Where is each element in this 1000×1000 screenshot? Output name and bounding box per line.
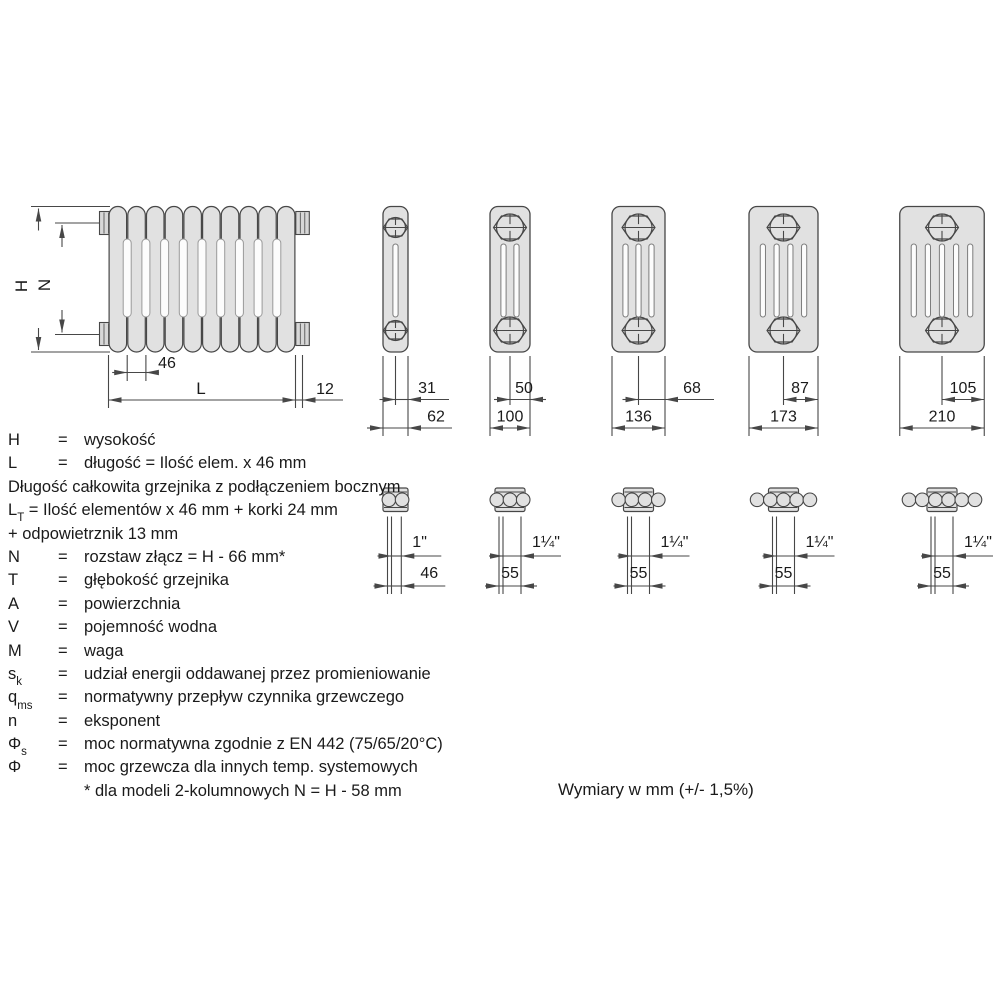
legend-equals: =: [58, 688, 68, 707]
fitting-tube-circle: [638, 493, 652, 507]
dim-arrow: [626, 397, 639, 403]
legend-text: $L_T$ = Ilość elementów x 46 mm + korki 24 mm: [8, 501, 338, 525]
element-slot: [123, 239, 131, 317]
connection-size-label: 1": [412, 534, 427, 551]
element-slot: [142, 239, 150, 317]
legend-description: waga: [84, 641, 124, 660]
dim-arrow: [615, 583, 628, 589]
dim-arrow: [805, 425, 818, 431]
dim-label: L: [196, 379, 206, 398]
legend-row-10: [8, 663, 478, 689]
dim-arrow: [530, 397, 543, 403]
dim-arrow: [497, 397, 510, 403]
dim-arrow: [652, 425, 665, 431]
dim-arrow: [109, 397, 122, 403]
dim-label: H: [12, 279, 31, 293]
dim-label: 55: [774, 565, 793, 582]
legend-symbol: N: [8, 547, 20, 566]
side-view-slot: [925, 244, 930, 317]
legend-equals: =: [58, 711, 68, 730]
legend-equals: =: [58, 618, 68, 637]
legend-symbol: H: [8, 431, 20, 449]
legend-description: eksponent: [84, 711, 161, 730]
fitting-tube-circle: [503, 493, 517, 507]
fitting-tube-circle: [516, 493, 530, 507]
side-view-slot: [760, 244, 765, 317]
legend-row-15: [8, 780, 478, 803]
dim-label: 50: [515, 380, 533, 397]
dim-label: 55: [629, 565, 648, 582]
legend-row-13: [8, 733, 478, 759]
legend-row-1: [8, 452, 478, 475]
fitting-tube-circle: [902, 493, 916, 507]
dim-label: 210: [928, 408, 956, 426]
legend: [8, 429, 478, 803]
fitting-tube-circle: [750, 493, 764, 507]
dim-label: 136: [625, 408, 652, 426]
legend-row-9: [8, 640, 478, 663]
legend-row-14: [8, 756, 478, 779]
dim-arrow: [764, 553, 777, 559]
dim-label: N: [35, 278, 54, 292]
dim-arrow: [749, 425, 762, 431]
legend-equals: =: [58, 547, 68, 566]
element-slot: [198, 239, 206, 317]
dim-label: 87: [791, 380, 809, 397]
dim-label: 100: [496, 408, 524, 426]
dim-arrow: [619, 553, 632, 559]
connection-size-label: 1¼": [805, 534, 834, 551]
side-view-slot: [636, 244, 641, 317]
dim-label: 173: [770, 408, 797, 426]
legend-description: rozstaw złącz = H - 66 mm*: [84, 547, 286, 566]
legend-symbol: V: [8, 618, 20, 637]
side-view-slot: [514, 244, 519, 317]
legend-symbol: L: [8, 454, 18, 473]
dim-arrow: [383, 397, 396, 403]
legend-row-7: [8, 593, 478, 616]
legend-description: pojemność wodna: [84, 618, 217, 637]
side-view-slot: [802, 244, 807, 317]
dim-label: 46: [420, 565, 439, 582]
legend-equals: =: [58, 758, 68, 777]
dim-arrow: [486, 583, 499, 589]
legend-row-2: [8, 476, 478, 499]
radiator-cap: [296, 212, 310, 235]
connection-size-label: 1¼": [660, 534, 689, 551]
legend-text: Długość całkowita grzejnika z podłączeniem bocznym: [8, 477, 401, 496]
element-slot: [217, 239, 225, 317]
dim-label: 68: [683, 380, 701, 397]
dim-arrow: [922, 553, 935, 559]
legend-equals: =: [58, 454, 68, 473]
legend-equals: =: [58, 571, 68, 590]
fitting-tube-circle: [612, 493, 626, 507]
dim-arrow: [760, 583, 773, 589]
legend-row-0: [8, 429, 478, 452]
side-view-slot: [911, 244, 916, 317]
dim-label: 12: [316, 381, 334, 398]
fitting-tube-circle: [942, 493, 956, 507]
fitting-tube-circle: [915, 493, 929, 507]
side-view-slot: [774, 244, 779, 317]
legend-symbol: M: [8, 641, 22, 660]
side-view-slot: [968, 244, 973, 317]
legend-row-6: [8, 569, 478, 592]
side-view-slot: [788, 244, 793, 317]
side-view-slot: [501, 244, 506, 317]
legend-equals: =: [58, 735, 68, 754]
element-slot: [179, 239, 187, 317]
dim-arrow: [114, 370, 127, 376]
legend-row-5: [8, 546, 478, 569]
legend-description: wysokość: [84, 431, 156, 449]
legend-symbol: n: [8, 711, 18, 730]
legend-symbol: A: [8, 594, 20, 613]
legend-description: głębokość grzejnika: [84, 571, 229, 590]
legend-equals: =: [58, 431, 68, 449]
dim-arrow: [805, 397, 818, 403]
fitting-tube-circle: [790, 493, 804, 507]
dim-arrow: [784, 397, 797, 403]
legend-row-8: [8, 616, 478, 639]
side-view-slot: [954, 244, 959, 317]
fitting-tube-circle: [490, 493, 504, 507]
side-view-slot: [623, 244, 628, 317]
dim-label: 105: [949, 380, 977, 397]
radiator-cap: [296, 323, 310, 346]
fitting-tube-circle: [968, 493, 982, 507]
dim-label: 46: [158, 355, 176, 372]
legend-symbol: Φ: [8, 758, 22, 777]
dim-arrow: [517, 425, 530, 431]
fitting-tube-circle: [955, 493, 969, 507]
legend-symbol: $\Phi_s$: [8, 735, 27, 759]
dim-arrow: [971, 425, 984, 431]
legend-description: normatywny przepływ czynnika grzewczego: [84, 688, 405, 707]
connection-size-label: 1¼": [532, 534, 560, 551]
dim-arrow: [283, 397, 296, 403]
fitting-tube-circle: [803, 493, 817, 507]
connection-size-label: 1¼": [964, 534, 992, 551]
legend-description: moc grzewcza dla innych temp. systemowych: [84, 758, 418, 777]
legend-text: * dla modeli 2-kolumnowych N = H - 58 mm: [84, 781, 402, 800]
dim-arrow: [408, 397, 421, 403]
legend-row-12: [8, 710, 478, 733]
legend-text: + odpowietrznik 13 mm: [8, 524, 179, 543]
dim-arrow: [665, 397, 678, 403]
legend-description: długość = Ilość elem. x 46 mm: [84, 454, 307, 473]
dim-arrow: [942, 397, 955, 403]
element-slot: [161, 239, 169, 317]
fitting-tube-circle: [929, 493, 943, 507]
fitting-tube-circle: [777, 493, 791, 507]
dim-arrow: [971, 397, 984, 403]
dim-arrow: [490, 425, 503, 431]
legend-equals: =: [58, 641, 68, 660]
side-view-slot: [649, 244, 654, 317]
dim-arrow: [146, 370, 159, 376]
dim-arrow: [900, 425, 913, 431]
legend-row-3: [8, 499, 478, 525]
fitting-tube-circle: [764, 493, 778, 507]
side-view-slot: [393, 244, 398, 317]
legend-symbol: $s_k$: [8, 664, 22, 689]
element-slot: [254, 239, 262, 317]
dim-label: 31: [418, 380, 436, 397]
fitting-tube-circle: [652, 493, 666, 507]
legend-equals: =: [58, 594, 68, 613]
legend-description: udział energii oddawanej przez promieniowanie: [84, 664, 431, 683]
dim-arrow: [490, 553, 503, 559]
legend-equals: =: [58, 664, 68, 683]
dim-arrow: [612, 425, 625, 431]
dim-label: 55: [501, 565, 519, 582]
element-slot: [235, 239, 243, 317]
dim-label: 62: [427, 408, 445, 426]
legend-description: powierzchnia: [84, 594, 181, 613]
legend-description: moc normatywna zgodnie z EN 442 (75/65/20°C): [84, 735, 443, 754]
side-view-slot: [939, 244, 944, 317]
dim-arrow: [918, 583, 931, 589]
dim-label: 55: [933, 565, 951, 582]
fitting-tube-circle: [625, 493, 639, 507]
legend-symbol: $q_{ms}$: [8, 688, 33, 712]
legend-row-11: [8, 686, 478, 712]
dimensions-note: Wymiary w mm (+/- 1,5%): [558, 780, 754, 799]
dim-arrow: [303, 397, 316, 403]
element-slot: [273, 239, 281, 317]
legend-symbol: T: [8, 571, 19, 590]
